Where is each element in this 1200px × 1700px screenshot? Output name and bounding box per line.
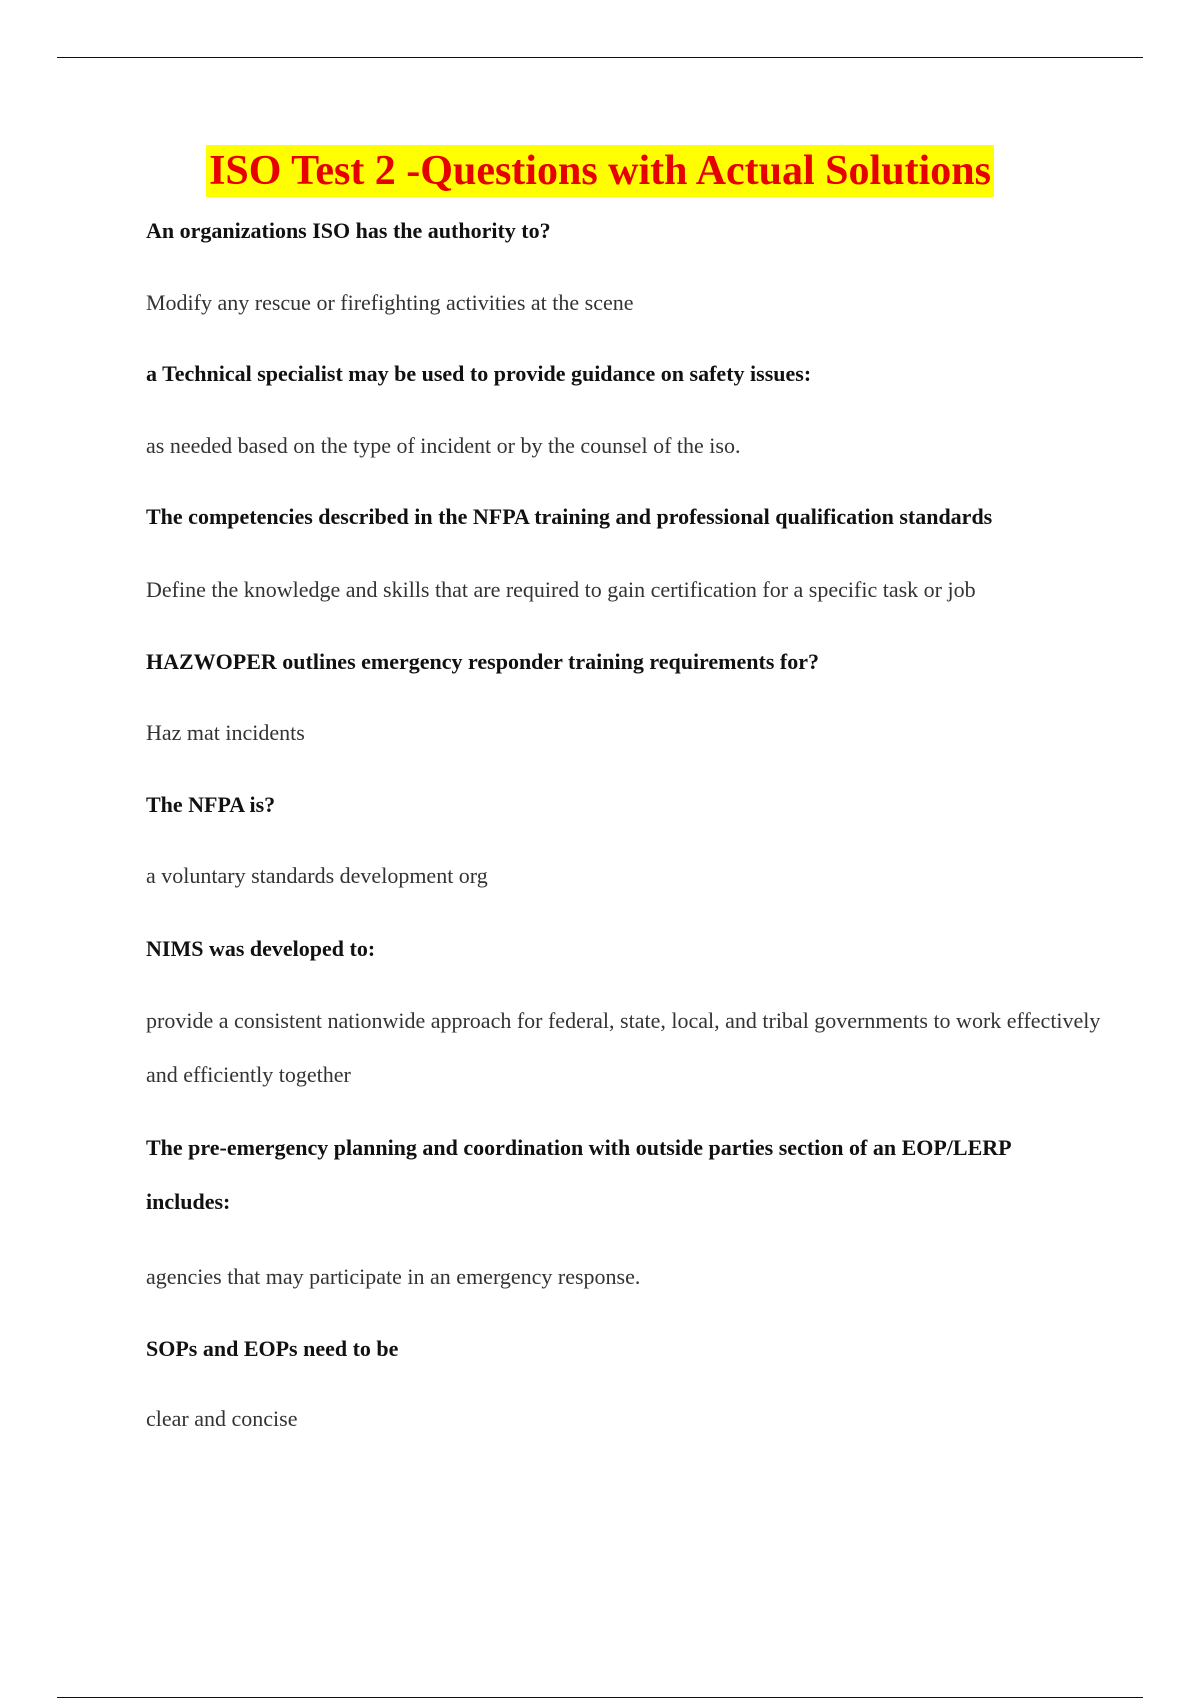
question-7: The pre-emergency planning and coordination with outside parties section of an EOP/LERP includes:: [146, 1135, 1011, 1214]
answer-2: as needed based on the type of incident or by the counsel of the iso.: [146, 433, 741, 458]
answer-4: Haz mat incidents: [146, 720, 305, 745]
answer-5: a voluntary standards development org: [146, 863, 488, 888]
question-1: An organizations ISO has the authority to?: [146, 218, 551, 243]
question-6: NIMS was developed to:: [146, 936, 376, 961]
answer-7: agencies that may participate in an emergency response.: [146, 1264, 641, 1289]
bottom-rule: [57, 1697, 1143, 1698]
question-2: a Technical specialist may be used to provide guidance on safety issues:: [146, 361, 812, 386]
question-4: HAZWOPER outlines emergency responder training requirements for?: [146, 649, 819, 674]
top-rule: [57, 57, 1143, 58]
answer-6: provide a consistent nationwide approach for federal, state, local, and tribal governments to work effectively and efficiently together: [146, 1008, 1101, 1087]
answer-8: clear and concise: [146, 1406, 298, 1431]
title-container: [0, 145, 1200, 197]
answer-3: Define the knowledge and skills that are required to gain certification for a specific task or job: [146, 577, 976, 602]
question-3: The competencies described in the NFPA training and professional qualification standards: [146, 504, 993, 529]
document-title: ISO Test 2 -Questions with Actual Solutions: [206, 145, 994, 197]
question-8: SOPs and EOPs need to be: [146, 1336, 399, 1361]
question-5: The NFPA is?: [146, 792, 276, 817]
answer-1: Modify any rescue or firefighting activities at the scene: [146, 290, 634, 315]
